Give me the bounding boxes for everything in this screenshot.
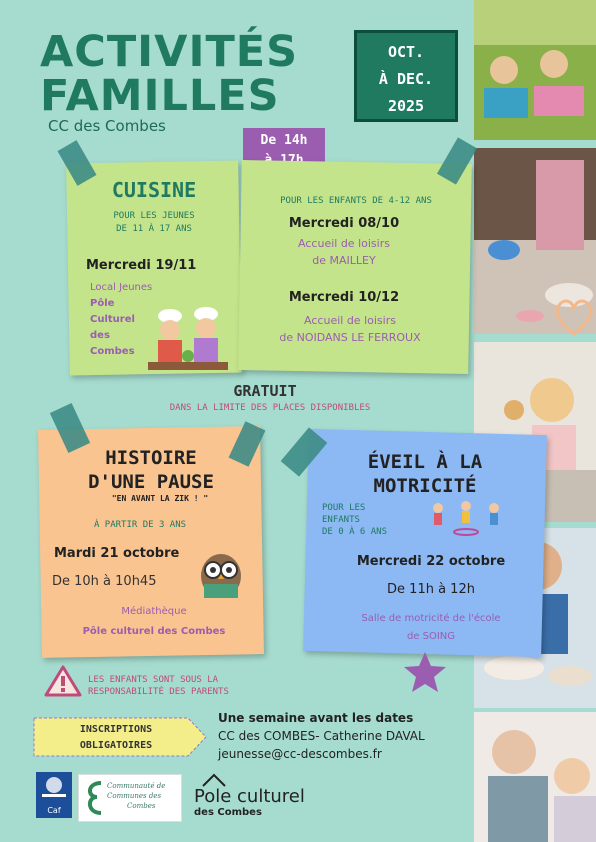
caf-logo-text: Caf [47,806,61,815]
heart-icon [552,298,596,338]
histoire-place [44,602,264,642]
page-title [40,27,299,121]
photo-strip [474,0,596,842]
inscriptions-when: Une semaine avant les dates [218,711,414,725]
star-icon [402,650,448,694]
eveil-audience [322,502,387,538]
photo-collage-image [474,0,596,842]
warning-icon [44,664,82,698]
eveil-title-line-2: MOTRICITÉ [373,475,477,497]
histoire-title-line-2: D'UNE PAUSE [88,471,214,493]
cc-combes-line-2: Communes des [107,792,162,800]
eveil-time: De 11h à 12h [387,582,475,597]
cuisine-date: Mercredi 19/11 [86,258,197,273]
pole-culturel-name: Pole culturel [194,786,305,807]
histoire-time: De 10h à 10h45 [52,574,157,589]
cc-combes-logo-text [107,781,165,811]
histoire-title-line-1: HISTOIRE [105,447,197,469]
hours-line-1: De 14h [260,133,308,148]
inscriptions-label-line-1: INSCRIPTIONS [79,724,153,735]
cc-combes-line-1: Communauté de [107,782,166,790]
cuisine-audience-line-1: POUR LES JEUNES [113,211,195,221]
cuisine-audience-line-2: DE 11 À 17 ANS [116,224,192,234]
eveil-date: Mercredi 22 octobre [356,554,506,569]
inscriptions-label [36,722,196,754]
eveil-place-line-2: de SOING [406,631,456,642]
histoire-date: Mardi 21 octobre [54,546,180,561]
inscriptions-contact: CC des COMBES- Catherine DAVAL [218,729,425,743]
dates-line-2: À DEC. [378,70,434,88]
title-line-1: ACTIVITÉS [40,27,299,77]
title-line-2: FAMILLES [40,71,280,121]
warning-line-1: LES ENFANTS SONT SOUS LA [88,675,219,685]
enfants-date-1: Mercredi 08/10 [288,216,400,231]
histoire-audience: À PARTIR DE 3 ANS [93,520,187,530]
dates-line-3: 2025 [387,97,425,115]
inscriptions-label-line-2: OBLIGATOIRES [79,740,153,751]
kids-exercising-icon [424,500,508,536]
cuisine-audience [68,210,240,236]
eveil-audience-line-1: POUR LES [322,503,366,513]
warning-line-2: RESPONSABILITÉ DES PARENTS [88,687,229,697]
enfants-place-1-line-1: Accueil de loisirs [298,237,390,250]
cuisine-place-line-2: Pôle [90,298,115,309]
dates-line-1: OCT. [387,43,425,61]
pole-culturel-sub: des Combes [194,807,262,818]
cc-combes-logo [78,774,182,822]
gratuit-note: DANS LA LIMITE DES PLACES DISPONIBLES [169,403,371,413]
enfants-place-1 [244,235,444,269]
histoire-place-line-1: Médiathèque [121,606,187,617]
cuisine-title: CUISINE [111,178,197,202]
caf-emblem-icon [36,772,72,802]
dates-box [354,30,458,122]
histoire-title [40,446,262,494]
eveil-title-line-1: ÉVEIL À LA [367,451,483,473]
warning-text [88,674,229,698]
eveil-title [306,450,544,498]
enfants-place-2 [240,312,460,346]
cuisine-place-line-1: Local Jeunes [90,282,153,293]
cuisine-place-line-3: Culturel [90,314,135,325]
page-subtitle: CC des Combes [48,117,166,135]
eveil-place [316,610,546,646]
enfants-date-2: Mercredi 10/12 [288,290,400,305]
cuisine-place [90,280,152,360]
inscriptions-email[interactable]: jeunesse@cc-descombes.fr [218,747,382,761]
cuisine-place-line-4: des [90,330,110,341]
eveil-audience-line-3: DE 0 À 6 ANS [322,527,388,537]
eveil-place-line-1: Salle de motricité de l'école [361,613,501,624]
pole-culturel-logo [194,786,305,818]
cc-combes-line-3: Combes [127,802,156,810]
cc-combes-emblem-icon [83,779,105,817]
enfants-place-2-line-1: Accueil de loisirs [304,314,396,327]
histoire-place-line-2: Pôle culturel des Combes [82,626,226,637]
caf-logo [36,772,72,818]
enfants-audience: POUR LES ENFANTS DE 4-12 ANS [280,196,432,206]
gratuit-title: GRATUIT [233,382,297,400]
enfants-place-1-line-2: de MAILLEY [312,254,376,267]
eveil-audience-line-2: ENFANTS [322,515,360,525]
enfants-place-2-line-2: de NOIDANS LE FERROUX [279,331,421,344]
histoire-quote: "EN AVANT LA ZIK ! " [111,494,209,503]
cuisine-place-line-5: Combes [90,346,135,357]
cooking-kids-icon [146,304,232,372]
owl-reading-icon [196,550,246,602]
